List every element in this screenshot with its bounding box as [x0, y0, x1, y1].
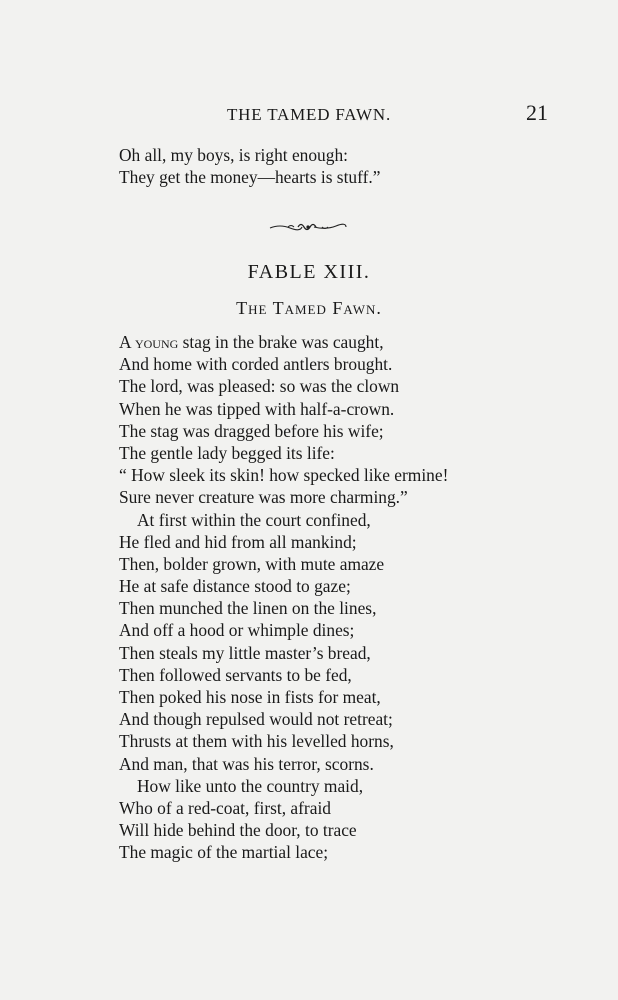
- verse-line: “ How sleek its skin! how specked like ermine!: [119, 465, 449, 486]
- verse-line: Then steals my little master’s bread,: [119, 642, 371, 663]
- verse-line: And man, that was his terror, scorns.: [119, 753, 374, 774]
- verse-line: Thrusts at them with his levelled horns,: [119, 731, 394, 752]
- verse-line-first: [119, 331, 448, 353]
- verse-line: Will hide behind the door, to trace: [119, 820, 357, 841]
- verse-line: Then munched the linen on the lines,: [119, 598, 377, 619]
- verse-line: Sure never creature was more charming.”: [119, 487, 408, 508]
- verse-line: The gentle lady begged its life:: [119, 442, 335, 463]
- poem: [119, 331, 448, 864]
- running-head: [0, 100, 618, 130]
- verse-line: Then, bolder grown, with mute amaze: [119, 553, 385, 574]
- verse-line: The stag was dragged before his wife;: [119, 420, 384, 441]
- verse-line: And though repulsed would not retreat;: [119, 709, 393, 730]
- verse-line: He at safe distance stood to gaze;: [119, 576, 351, 597]
- first-line-rest: stag in the brake was caught,: [178, 332, 384, 352]
- page-number: 21: [526, 100, 548, 125]
- verse-line: And off a hood or whimple dines;: [119, 620, 355, 641]
- verse-line: Oh all, my boys, is right enough:: [119, 145, 348, 165]
- verse-line: Then poked his nose in fists for meat,: [119, 687, 381, 707]
- fable-title: The Tamed Fawn.: [236, 298, 382, 318]
- verse-line: They get the money—hearts is stuff.”: [119, 167, 381, 188]
- verse-line: And home with corded antlers brought.: [119, 354, 393, 375]
- verse-line: How like unto the country maid,: [137, 775, 364, 796]
- running-title: THE TAMED FAWN.: [227, 105, 391, 124]
- fable-number: FABLE XIII.: [247, 261, 371, 283]
- verse-line: When he was tipped with half-a-crown.: [119, 398, 395, 419]
- verse-line: Then followed servants to be fed,: [119, 664, 352, 685]
- verse-line: The magic of the martial lace;: [119, 842, 329, 863]
- decorative-flourish-icon: [268, 220, 348, 234]
- first-word-smallcaps: young: [134, 332, 179, 352]
- closing-lines: [119, 144, 380, 188]
- verse-line: Who of a red-coat, first, afraid: [119, 797, 331, 818]
- verse-line: At first within the court confined,: [137, 509, 371, 530]
- verse-line: The lord, was pleased: so was the clown: [119, 376, 400, 397]
- verse-line: He fled and hid from all mankind;: [119, 531, 357, 552]
- first-line-lead: A: [119, 332, 135, 352]
